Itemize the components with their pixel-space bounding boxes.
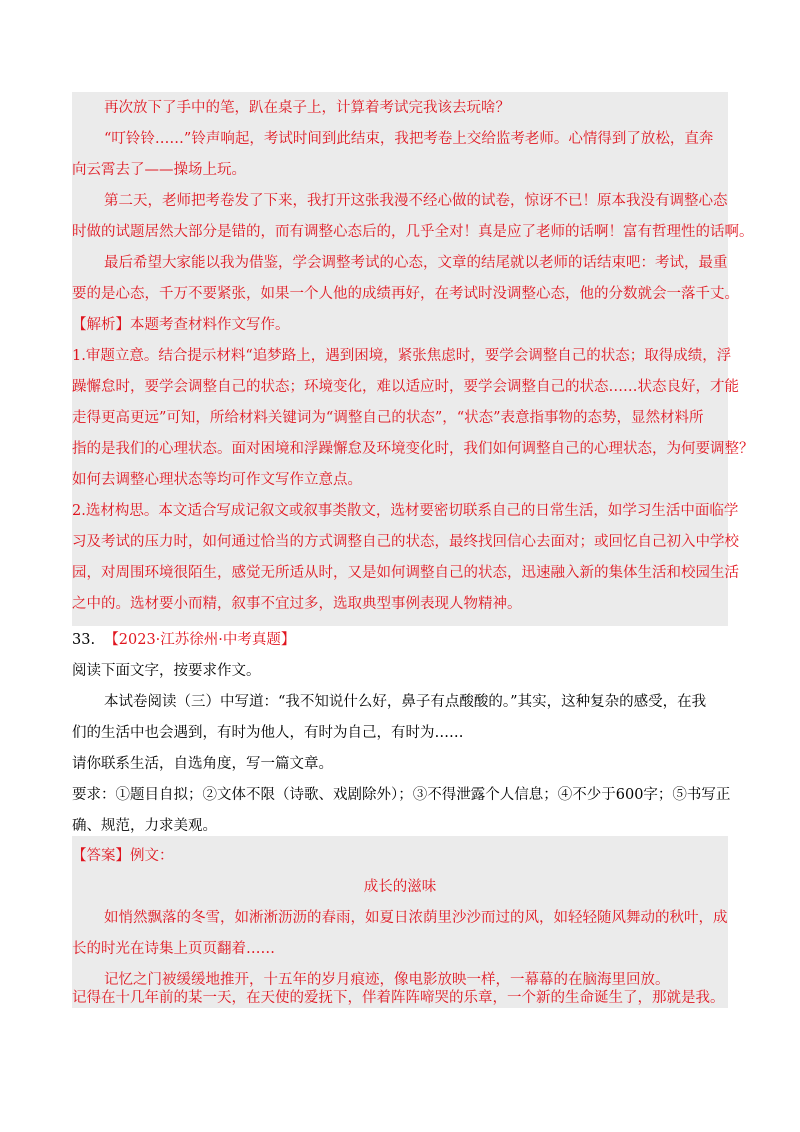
essay-paragraph-2-line-2: 向云霄去了——操场上玩。 xyxy=(72,162,246,178)
essay-paragraph-3-line-1: 第二天，老师把考卷发了下来，我打开这张我漫不经心做的试卷，惊讶不已！原本我没有调整心态 xyxy=(104,193,728,209)
question-quote-line-1: 本试卷阅读（三）中写道：“我不知说什么好，鼻子有点酸酸的。”其实，这种复杂的感受，在我 xyxy=(104,694,707,710)
question-task: 请你联系生活，自选角度，写一篇文章。 xyxy=(72,756,333,772)
essay2-paragraph-2: 记忆之门被缓缓地推开，十五年的岁月痕迹，像电影放映一样，一幕幕的在脑海里回放。 xyxy=(104,972,670,988)
question-source: 【2023·江苏徐州·中考真题】 xyxy=(104,632,296,648)
analysis-1-line-3: 走得更高更远”可知，所给材料关键词为“调整自己的状态”，“状态”表意指事物的态势，显然材料所 xyxy=(72,410,704,426)
answer2-tag: 【答案】 xyxy=(72,848,130,864)
analysis-1-line-1: 1.审题立意。结合提示材料“追梦路上，遇到困境，紧张焦虑时，要学会调整自己的状态；取得成绩，浮 xyxy=(72,348,732,364)
question-heading xyxy=(72,630,295,650)
analysis-1-line-4: 指的是我们的心理状态。面对困境和浮躁懈怠及环境变化时，我们如何调整自己的心理状态，为何要调整？ xyxy=(72,441,754,457)
analysis-heading xyxy=(72,315,290,335)
analysis-2-line-1: 2.选材构思。本文适合写成记叙文或叙事类散文，选材要密切联系自己的日常生活，如学习生活中面临学 xyxy=(72,503,739,519)
essay2-title: 成长的滋味 xyxy=(363,879,437,895)
essay2-paragraph-3: 记得在十几年前的某一天，在天使的爱抚下，伴着阵阵啼哭的乐章，一个新的生命诞生了，那就是我。 xyxy=(72,990,725,1006)
analysis-2-line-4: 之中的。选材要小而精，叙事不宜过多，选取典型事例表现人物精神。 xyxy=(72,596,522,612)
analysis-2-line-3: 园，对周围环境很陌生，感觉无所适从时，又是如何调整自己的状态，迅速融入新的集体生活和校园生活 xyxy=(72,565,739,581)
question-requirements-line-1: 要求：①题目自拟；②文体不限（诗歌、戏剧除外）；③不得泄露个人信息；④不少于600字；⑤书写正 xyxy=(72,787,731,803)
analysis-2-line-2: 习及考试的压力时，如何通过恰当的方式调整自己的状态，最终找回信心去面对；或回忆自己初入中学校 xyxy=(72,534,739,550)
question-instruction: 阅读下面文字，按要求作文。 xyxy=(72,663,261,679)
essay2-paragraph-1-line-2: 长的时光在诗集上页页翻着…… xyxy=(72,941,275,957)
question-number: 33. xyxy=(72,632,96,648)
essay-paragraph-3-line-2: 时做的试题居然大部分是错的，而有调整心态后的，几乎全对！真是应了老师的话啊！富有哲理性的话啊。 xyxy=(72,224,754,240)
answer2-heading xyxy=(72,846,174,866)
answer2-label: 例文： xyxy=(130,848,174,864)
analysis-tag: 【解析】 xyxy=(72,317,130,333)
essay-paragraph-2-line-1: “叮铃铃……”铃声响起，考试时间到此结束，我把考卷上交给监考老师。心情得到了放松，直奔 xyxy=(104,131,714,147)
question-requirements-line-2: 确、规范，力求美观。 xyxy=(72,818,217,834)
analysis-intro: 本题考查材料作文写作。 xyxy=(130,317,290,333)
question-quote-line-2: 们的生活中也会遇到，有时为他人，有时为自己，有时为…… xyxy=(72,725,464,741)
essay-paragraph-1: 再次放下了手中的笔，趴在桌子上，计算着考试完我该去玩啥？ xyxy=(104,100,510,116)
analysis-1-line-2: 躁懈怠时，要学会调整自己的状态；环境变化，难以适应时，要学会调整自己的状态……状态良好，才能 xyxy=(72,379,739,395)
essay-paragraph-4-line-2: 要的是心态，千万不要紧张，如果一个人他的成绩再好，在考试时没调整心态，他的分数就会一落千丈。 xyxy=(72,286,739,302)
essay-paragraph-4-line-1: 最后希望大家能以我为借鉴，学会调整考试的心态，文章的结尾就以老师的话结束吧：考试，最重 xyxy=(104,255,728,271)
essay2-paragraph-1-line-1: 如悄然飘落的冬雪，如淅淅沥沥的春雨，如夏日浓荫里沙沙而过的风，如轻轻随风舞动的秋叶，成 xyxy=(104,910,728,926)
analysis-1-line-5: 如何去调整心理状态等均可作文写作立意点。 xyxy=(72,472,362,488)
